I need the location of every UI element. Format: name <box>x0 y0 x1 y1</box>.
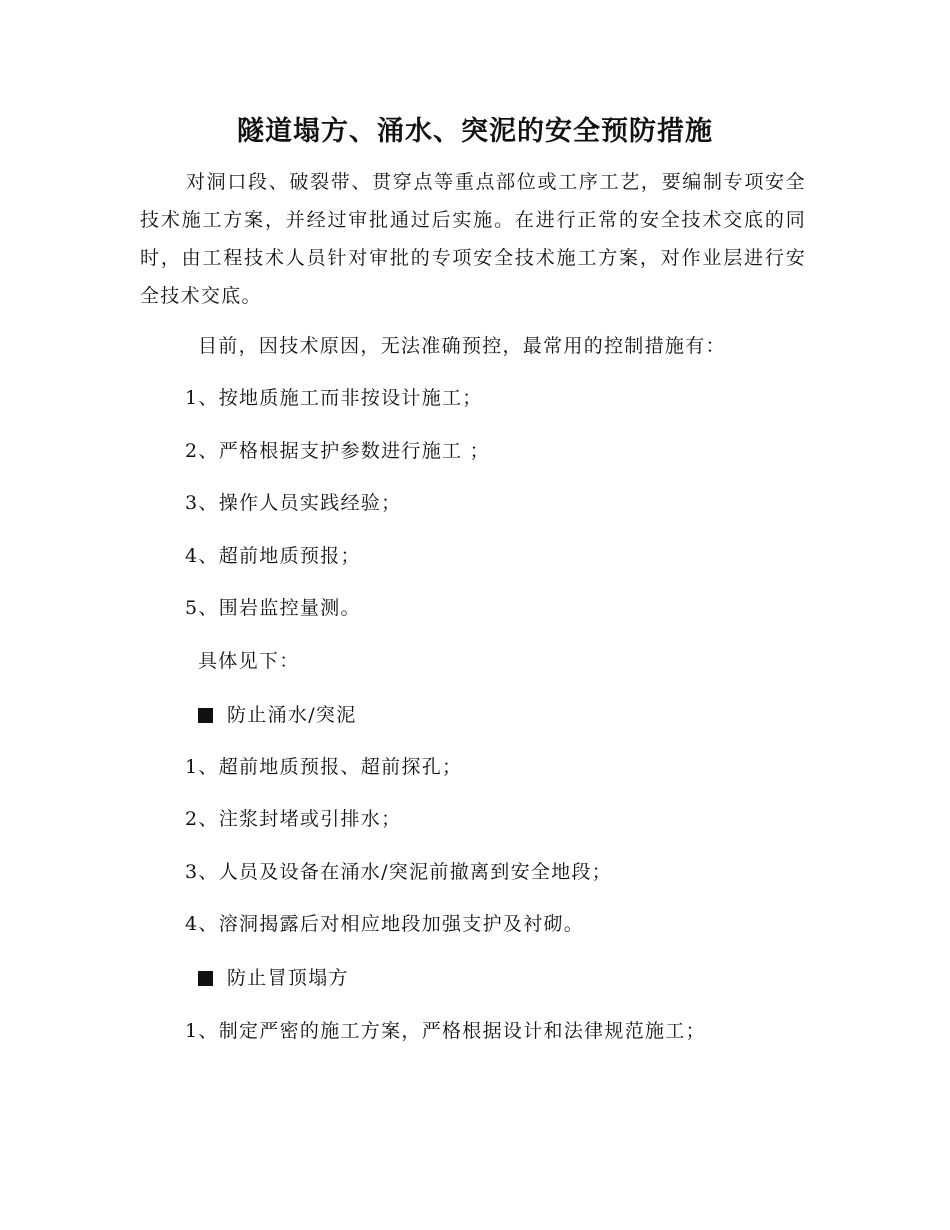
water-item: 2、注浆封堵或引排水； <box>185 808 402 830</box>
measure-item: 5、围岩监控量测。 <box>185 597 361 619</box>
water-item: 1、超前地质预报、超前探孔； <box>185 756 463 778</box>
collapse-item: 1、制定严密的施工方案，严格根据设计和法律规范施工； <box>185 1020 706 1042</box>
section-heading-water <box>198 700 357 730</box>
page-title: 隧道塌方、涌水、突泥的安全预防措施 <box>237 116 713 147</box>
black-square-icon <box>198 971 213 986</box>
lead-text: 目前，因技术原因，无法准确预控，最常用的控制措施有： <box>198 335 726 357</box>
section-heading-label: 防止冒顶塌方 <box>227 967 349 989</box>
section-heading-label: 防止涌水/突泥 <box>227 704 357 726</box>
detail-intro: 具体见下： <box>198 650 300 672</box>
measure-item: 2、严格根据支护参数进行施工 ； <box>185 440 490 462</box>
water-item: 3、人员及设备在涌水/突泥前撤离到安全地段； <box>185 861 613 883</box>
intro-paragraph: 对洞口段、破裂带、贯穿点等重点部位或工序工艺，要编制专项安全技术施工方案，并经过审批通过后实施。在进行正常的安全技术交底的同时，由工程技术人员针对审批的专项安全技术施工方案，对作业层进行安全技术交底。 <box>140 171 806 307</box>
water-item: 4、溶洞揭露后对相应地段加强支护及衬砌。 <box>185 913 585 935</box>
measure-item: 3、操作人员实践经验； <box>185 492 402 514</box>
black-square-icon <box>198 708 213 723</box>
measure-item: 4、超前地质预报； <box>185 545 361 567</box>
measure-item: 1、按地质施工而非按设计施工； <box>185 387 483 409</box>
section-heading-collapse <box>198 963 349 993</box>
